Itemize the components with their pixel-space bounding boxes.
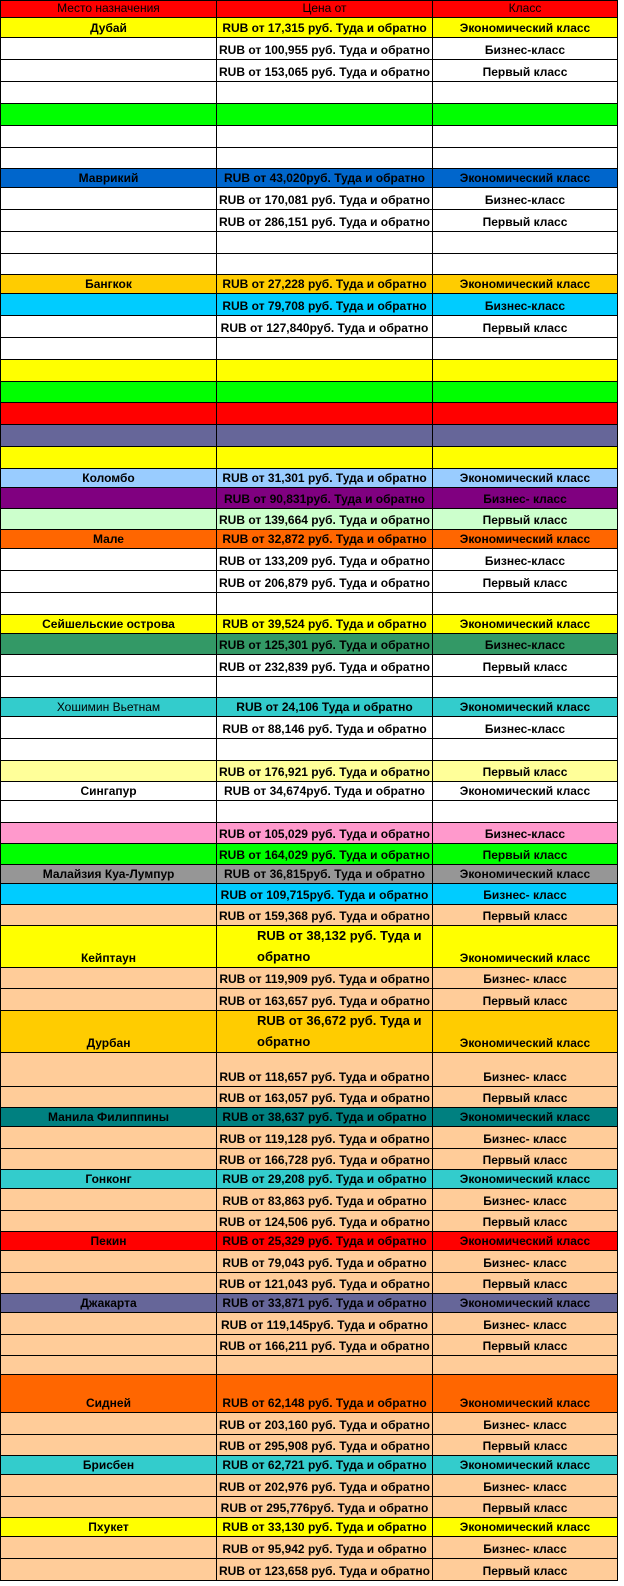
class-cell: Экономический класс: [433, 1518, 618, 1537]
table-row: [0, 1011, 618, 1053]
table-row: [0, 1149, 618, 1170]
table-row: [0, 1273, 618, 1294]
table-row: [0, 1375, 618, 1413]
class-cell: Бизнес- класс: [433, 1053, 618, 1087]
price-cell: RUB от 170,081 руб. Туда и обратно: [217, 188, 433, 210]
price-cell: [217, 447, 433, 469]
table-header-row: [0, 0, 618, 18]
price-cell: RUB от 203,160 руб. Туда и обратно: [217, 1413, 433, 1435]
table-row: [0, 655, 618, 677]
class-cell: Бизнес- класс: [433, 884, 618, 905]
table-row: [0, 615, 618, 634]
price-cell: RUB от 118,657 руб. Туда и обратно: [217, 1053, 433, 1087]
price-cell: RUB от 202,976 руб. Туда и обратно: [217, 1475, 433, 1497]
destination-cell: [0, 1127, 217, 1149]
price-cell: [217, 593, 433, 615]
price-cell: [217, 382, 433, 403]
table-row: [0, 360, 618, 382]
destination-cell: [0, 38, 217, 60]
destination-cell: Сидней: [0, 1375, 217, 1413]
class-cell: Первый класс: [433, 316, 618, 338]
table-row: [0, 1087, 618, 1108]
destination-cell: Брисбен: [0, 1456, 217, 1475]
destination-cell: [0, 801, 217, 823]
destination-cell: Дубай: [0, 18, 217, 38]
table-row: [0, 188, 618, 210]
destination-cell: Пхукет: [0, 1518, 217, 1537]
destination-cell: [0, 188, 217, 210]
price-cell: RUB от 25,329 руб. Туда и обратно: [217, 1232, 433, 1251]
price-cell: RUB от 159,368 руб. Туда и обратно: [217, 905, 433, 926]
class-cell: Экономический класс: [433, 1375, 618, 1413]
class-cell: [433, 403, 618, 425]
class-cell: [433, 148, 618, 169]
destination-cell: [0, 1053, 217, 1087]
table-row: [0, 634, 618, 655]
price-cell: RUB от 125,301 руб. Туда и обратно: [217, 634, 433, 655]
class-cell: [433, 1356, 618, 1375]
class-cell: [433, 447, 618, 469]
destination-cell: [0, 884, 217, 905]
destination-cell: [0, 844, 217, 865]
price-cell: RUB от 206,879 руб. Туда и обратно: [217, 571, 433, 593]
destination-cell: [0, 677, 217, 698]
destination-cell: [0, 1149, 217, 1170]
table-row: [0, 1189, 618, 1211]
destination-cell: [0, 316, 217, 338]
class-cell: [433, 338, 618, 360]
price-cell: RUB от 286,151 руб. Туда и обратно: [217, 210, 433, 232]
table-row: [0, 82, 618, 104]
class-cell: Экономический класс: [433, 1170, 618, 1189]
price-cell: RUB от 166,211 руб. Туда и обратно: [217, 1335, 433, 1356]
class-cell: Первый класс: [433, 844, 618, 865]
table-row: [0, 1456, 618, 1475]
destination-cell: [0, 1559, 217, 1581]
destination-cell: [0, 1273, 217, 1294]
table-row: [0, 1053, 618, 1087]
class-cell: Первый класс: [433, 1559, 618, 1581]
price-cell: RUB от 163,657 руб. Туда и обратно: [217, 989, 433, 1011]
table-row: [0, 104, 618, 126]
price-cell: RUB от 38,637 руб. Туда и обратно: [217, 1108, 433, 1127]
price-cell: RUB от 139,664 руб. Туда и обратно: [217, 509, 433, 530]
price-cell: RUB от 79,043 руб. Туда и обратно: [217, 1251, 433, 1273]
destination-cell: [0, 148, 217, 169]
table-row: [0, 593, 618, 615]
price-cell: RUB от 105,029 руб. Туда и обратно: [217, 823, 433, 844]
destination-cell: [0, 338, 217, 360]
price-cell: RUB от 33,871 руб. Туда и обратно: [217, 1294, 433, 1313]
destination-cell: [0, 254, 217, 275]
class-cell: Бизнес-класс: [433, 38, 618, 60]
class-cell: Экономический класс: [433, 782, 618, 801]
class-cell: Бизнес- класс: [433, 1313, 618, 1335]
destination-cell: [0, 126, 217, 148]
price-cell: RUB от 100,955 руб. Туда и обратно: [217, 38, 433, 60]
table-row: [0, 169, 618, 188]
destination-cell: Сейшельские острова: [0, 615, 217, 634]
class-cell: [433, 104, 618, 126]
table-row: [0, 717, 618, 739]
table-row: [0, 232, 618, 254]
table-row: [0, 148, 618, 169]
class-cell: Первый класс: [433, 60, 618, 82]
table-row: [0, 60, 618, 82]
price-cell: [217, 801, 433, 823]
class-cell: Экономический класс: [433, 865, 618, 884]
table-row: [0, 698, 618, 717]
price-cell: RUB от 153,065 руб. Туда и обратно: [217, 60, 433, 82]
price-cell: RUB от 31,301 руб. Туда и обратно: [217, 469, 433, 488]
class-cell: Экономический класс: [433, 615, 618, 634]
table-row: [0, 1413, 618, 1435]
header-destination: Место назначения: [0, 0, 217, 18]
class-cell: Экономический класс: [433, 530, 618, 549]
price-cell: RUB от 109,715руб. Туда и обратно: [217, 884, 433, 905]
table-row: [0, 447, 618, 469]
table-body: [0, 18, 624, 1581]
price-cell: RUB от 43,020руб. Туда и обратно: [217, 169, 433, 188]
price-cell: RUB от 83,863 руб. Туда и обратно: [217, 1189, 433, 1211]
price-cell: RUB от 119,128 руб. Туда и обратно: [217, 1127, 433, 1149]
table-row: [0, 294, 618, 316]
destination-cell: Манила Филиппины: [0, 1108, 217, 1127]
price-cell: RUB от 32,872 руб. Туда и обратно: [217, 530, 433, 549]
table-row: [0, 469, 618, 488]
price-cell: RUB от 232,839 руб. Туда и обратно: [217, 655, 433, 677]
class-cell: Экономический класс: [433, 1232, 618, 1251]
price-cell: RUB от 62,721 руб. Туда и обратно: [217, 1456, 433, 1475]
price-cell: [217, 360, 433, 382]
class-cell: Бизнес- класс: [433, 1127, 618, 1149]
class-cell: Бизнес-класс: [433, 634, 618, 655]
destination-cell: [0, 989, 217, 1011]
table-row: [0, 905, 618, 926]
class-cell: Бизнес-класс: [433, 549, 618, 571]
destination-cell: [0, 232, 217, 254]
price-cell: RUB от 164,029 руб. Туда и обратно: [217, 844, 433, 865]
price-cell: RUB от 36,815руб. Туда и обратно: [217, 865, 433, 884]
class-cell: Первый класс: [433, 1273, 618, 1294]
class-cell: Экономический класс: [433, 698, 618, 717]
destination-cell: [0, 1335, 217, 1356]
table-row: [0, 425, 618, 447]
price-cell: RUB от 36,672 руб. Туда и обратно: [217, 1011, 433, 1053]
table-row: [0, 801, 618, 823]
destination-cell: [0, 634, 217, 655]
table-row: [0, 823, 618, 844]
price-cell: RUB от 295,776руб. Туда и обратно: [217, 1497, 433, 1518]
destination-cell: [0, 425, 217, 447]
class-cell: Первый класс: [433, 571, 618, 593]
price-cell: [217, 148, 433, 169]
class-cell: Бизнес-класс: [433, 188, 618, 210]
destination-cell: [0, 294, 217, 316]
destination-cell: [0, 593, 217, 615]
destination-cell: [0, 1251, 217, 1273]
class-cell: [433, 126, 618, 148]
table-row: [0, 18, 618, 38]
destination-cell: Джакарта: [0, 1294, 217, 1313]
class-cell: Экономический класс: [433, 169, 618, 188]
table-row: [0, 403, 618, 425]
price-cell: RUB от 79,708 руб. Туда и обратно: [217, 294, 433, 316]
class-cell: Первый класс: [433, 509, 618, 530]
price-cell: [217, 82, 433, 104]
destination-cell: Дурбан: [0, 1011, 217, 1053]
destination-cell: [0, 1189, 217, 1211]
destination-cell: [0, 1356, 217, 1375]
class-cell: Бизнес- класс: [433, 1413, 618, 1435]
destination-cell: [0, 1537, 217, 1559]
table-row: [0, 1211, 618, 1232]
price-cell: [217, 677, 433, 698]
table-row: [0, 254, 618, 275]
table-row: [0, 1475, 618, 1497]
destination-cell: [0, 1497, 217, 1518]
price-cell: RUB от 33,130 руб. Туда и обратно: [217, 1518, 433, 1537]
destination-cell: [0, 1413, 217, 1435]
class-cell: Бизнес- класс: [433, 1189, 618, 1211]
price-cell: RUB от 95,942 руб. Туда и обратно: [217, 1537, 433, 1559]
destination-cell: [0, 549, 217, 571]
class-cell: Первый класс: [433, 1211, 618, 1232]
class-cell: Первый класс: [433, 1335, 618, 1356]
table-row: [0, 844, 618, 865]
price-cell: RUB от 166,728 руб. Туда и обратно: [217, 1149, 433, 1170]
table-row: [0, 1251, 618, 1273]
table-row: [0, 126, 618, 148]
table-row: [0, 865, 618, 884]
class-cell: Бизнес- класс: [433, 1537, 618, 1559]
price-cell: RUB от 38,132 руб. Туда и обратно: [217, 926, 433, 968]
destination-cell: [0, 761, 217, 782]
table-row: [0, 488, 618, 509]
destination-cell: Кейптаун: [0, 926, 217, 968]
class-cell: Экономический класс: [433, 1456, 618, 1475]
table-row: [0, 549, 618, 571]
price-cell: RUB от 133,209 руб. Туда и обратно: [217, 549, 433, 571]
table-row: [0, 571, 618, 593]
destination-cell: Бангкок: [0, 275, 217, 294]
table-row: [0, 1537, 618, 1559]
price-cell: RUB от 295,908 руб. Туда и обратно: [217, 1435, 433, 1456]
class-cell: Бизнес- класс: [433, 1251, 618, 1273]
price-cell: RUB от 24,106 Туда и обратно: [217, 698, 433, 717]
class-cell: Первый класс: [433, 210, 618, 232]
table-row: [0, 1335, 618, 1356]
price-cell: [217, 126, 433, 148]
destination-cell: Мале: [0, 530, 217, 549]
class-cell: Первый класс: [433, 905, 618, 926]
destination-cell: [0, 1087, 217, 1108]
table-row: [0, 1356, 618, 1375]
price-cell: RUB от 27,228 руб. Туда и обратно: [217, 275, 433, 294]
class-cell: Бизнес-класс: [433, 294, 618, 316]
class-cell: Экономический класс: [433, 926, 618, 968]
destination-cell: [0, 1211, 217, 1232]
destination-cell: Хошимин Вьетнам: [0, 698, 217, 717]
destination-cell: [0, 509, 217, 530]
table-row: [0, 1232, 618, 1251]
price-cell: RUB от 88,146 руб. Туда и обратно: [217, 717, 433, 739]
destination-cell: [0, 210, 217, 232]
class-cell: [433, 360, 618, 382]
class-cell: Первый класс: [433, 1087, 618, 1108]
destination-cell: Гонконг: [0, 1170, 217, 1189]
table-row: [0, 1559, 618, 1581]
header-price: Цена от: [217, 0, 433, 18]
class-cell: [433, 801, 618, 823]
destination-cell: Малайзия Куа-Лумпур: [0, 865, 217, 884]
destination-cell: [0, 488, 217, 509]
table-row: [0, 968, 618, 989]
table-row: [0, 316, 618, 338]
destination-cell: Пекин: [0, 1232, 217, 1251]
table-row: [0, 677, 618, 698]
table-row: [0, 989, 618, 1011]
class-cell: Экономический класс: [433, 1294, 618, 1313]
price-cell: [217, 403, 433, 425]
table-row: [0, 38, 618, 60]
class-cell: Первый класс: [433, 989, 618, 1011]
class-cell: Первый класс: [433, 1435, 618, 1456]
price-cell: RUB от 127,840руб. Туда и обратно: [217, 316, 433, 338]
table-row: [0, 1435, 618, 1456]
table-row: [0, 530, 618, 549]
price-cell: [217, 104, 433, 126]
table-row: [0, 210, 618, 232]
destination-cell: [0, 60, 217, 82]
destination-cell: [0, 1475, 217, 1497]
table-row: [0, 884, 618, 905]
price-cell: [217, 425, 433, 447]
class-cell: Экономический класс: [433, 18, 618, 38]
destination-cell: [0, 717, 217, 739]
price-cell: RUB от 29,208 руб. Туда и обратно: [217, 1170, 433, 1189]
class-cell: Первый класс: [433, 655, 618, 677]
class-cell: Первый класс: [433, 1497, 618, 1518]
table-row: [0, 1313, 618, 1335]
price-cell: RUB от 123,658 руб. Туда и обратно: [217, 1559, 433, 1581]
price-cell: RUB от 119,145руб. Туда и обратно: [217, 1313, 433, 1335]
price-cell: [217, 1356, 433, 1375]
header-class: Класс: [433, 0, 618, 18]
class-cell: [433, 254, 618, 275]
price-cell: RUB от 34,674руб. Туда и обратно: [217, 782, 433, 801]
destination-cell: [0, 655, 217, 677]
table-row: [0, 1518, 618, 1537]
destination-cell: [0, 360, 217, 382]
table-row: [0, 1127, 618, 1149]
destination-cell: [0, 382, 217, 403]
table-row: [0, 338, 618, 360]
class-cell: Бизнес- класс: [433, 1475, 618, 1497]
table-row: [0, 1294, 618, 1313]
price-cell: RUB от 121,043 руб. Туда и обратно: [217, 1273, 433, 1294]
destination-cell: [0, 739, 217, 761]
destination-cell: [0, 571, 217, 593]
class-cell: Бизнес-класс: [433, 823, 618, 844]
class-cell: Первый класс: [433, 761, 618, 782]
table-row: [0, 509, 618, 530]
class-cell: [433, 382, 618, 403]
class-cell: [433, 82, 618, 104]
destination-cell: [0, 905, 217, 926]
price-cell: [217, 232, 433, 254]
table-row: [0, 782, 618, 801]
price-cell: [217, 739, 433, 761]
class-cell: [433, 739, 618, 761]
destination-cell: Сингапур: [0, 782, 217, 801]
destination-cell: [0, 1313, 217, 1335]
table-row: [0, 1108, 618, 1127]
price-cell: RUB от 62,148 руб. Туда и обратно: [217, 1375, 433, 1413]
price-cell: RUB от 124,506 руб. Туда и обратно: [217, 1211, 433, 1232]
table-row: [0, 926, 618, 968]
class-cell: [433, 425, 618, 447]
price-cell: RUB от 17,315 руб. Туда и обратно: [217, 18, 433, 38]
price-cell: [217, 338, 433, 360]
class-cell: [433, 593, 618, 615]
price-cell: RUB от 39,524 руб. Туда и обратно: [217, 615, 433, 634]
class-cell: [433, 232, 618, 254]
table-row: [0, 1497, 618, 1518]
price-cell: RUB от 176,921 руб. Туда и обратно: [217, 761, 433, 782]
price-cell: RUB от 163,057 руб. Туда и обратно: [217, 1087, 433, 1108]
destination-cell: [0, 403, 217, 425]
class-cell: Экономический класс: [433, 469, 618, 488]
table-row: [0, 1170, 618, 1189]
table-row: [0, 275, 618, 294]
class-cell: Экономический класс: [433, 275, 618, 294]
class-cell: Первый класс: [433, 1149, 618, 1170]
table-row: [0, 382, 618, 403]
destination-cell: [0, 823, 217, 844]
destination-cell: [0, 104, 217, 126]
class-cell: [433, 677, 618, 698]
table-row: [0, 761, 618, 782]
class-cell: Бизнес- класс: [433, 968, 618, 989]
price-cell: RUB от 119,909 руб. Туда и обратно: [217, 968, 433, 989]
destination-cell: [0, 82, 217, 104]
destination-cell: Коломбо: [0, 469, 217, 488]
class-cell: Бизнес- класс: [433, 488, 618, 509]
destination-cell: [0, 968, 217, 989]
class-cell: Экономический класс: [433, 1011, 618, 1053]
price-cell: [217, 254, 433, 275]
class-cell: Бизнес-класс: [433, 717, 618, 739]
destination-cell: [0, 1435, 217, 1456]
table-row: [0, 739, 618, 761]
destination-cell: Маврикий: [0, 169, 217, 188]
destination-cell: [0, 447, 217, 469]
class-cell: Экономический класс: [433, 1108, 618, 1127]
price-cell: RUB от 90,831руб. Туда и обратно: [217, 488, 433, 509]
